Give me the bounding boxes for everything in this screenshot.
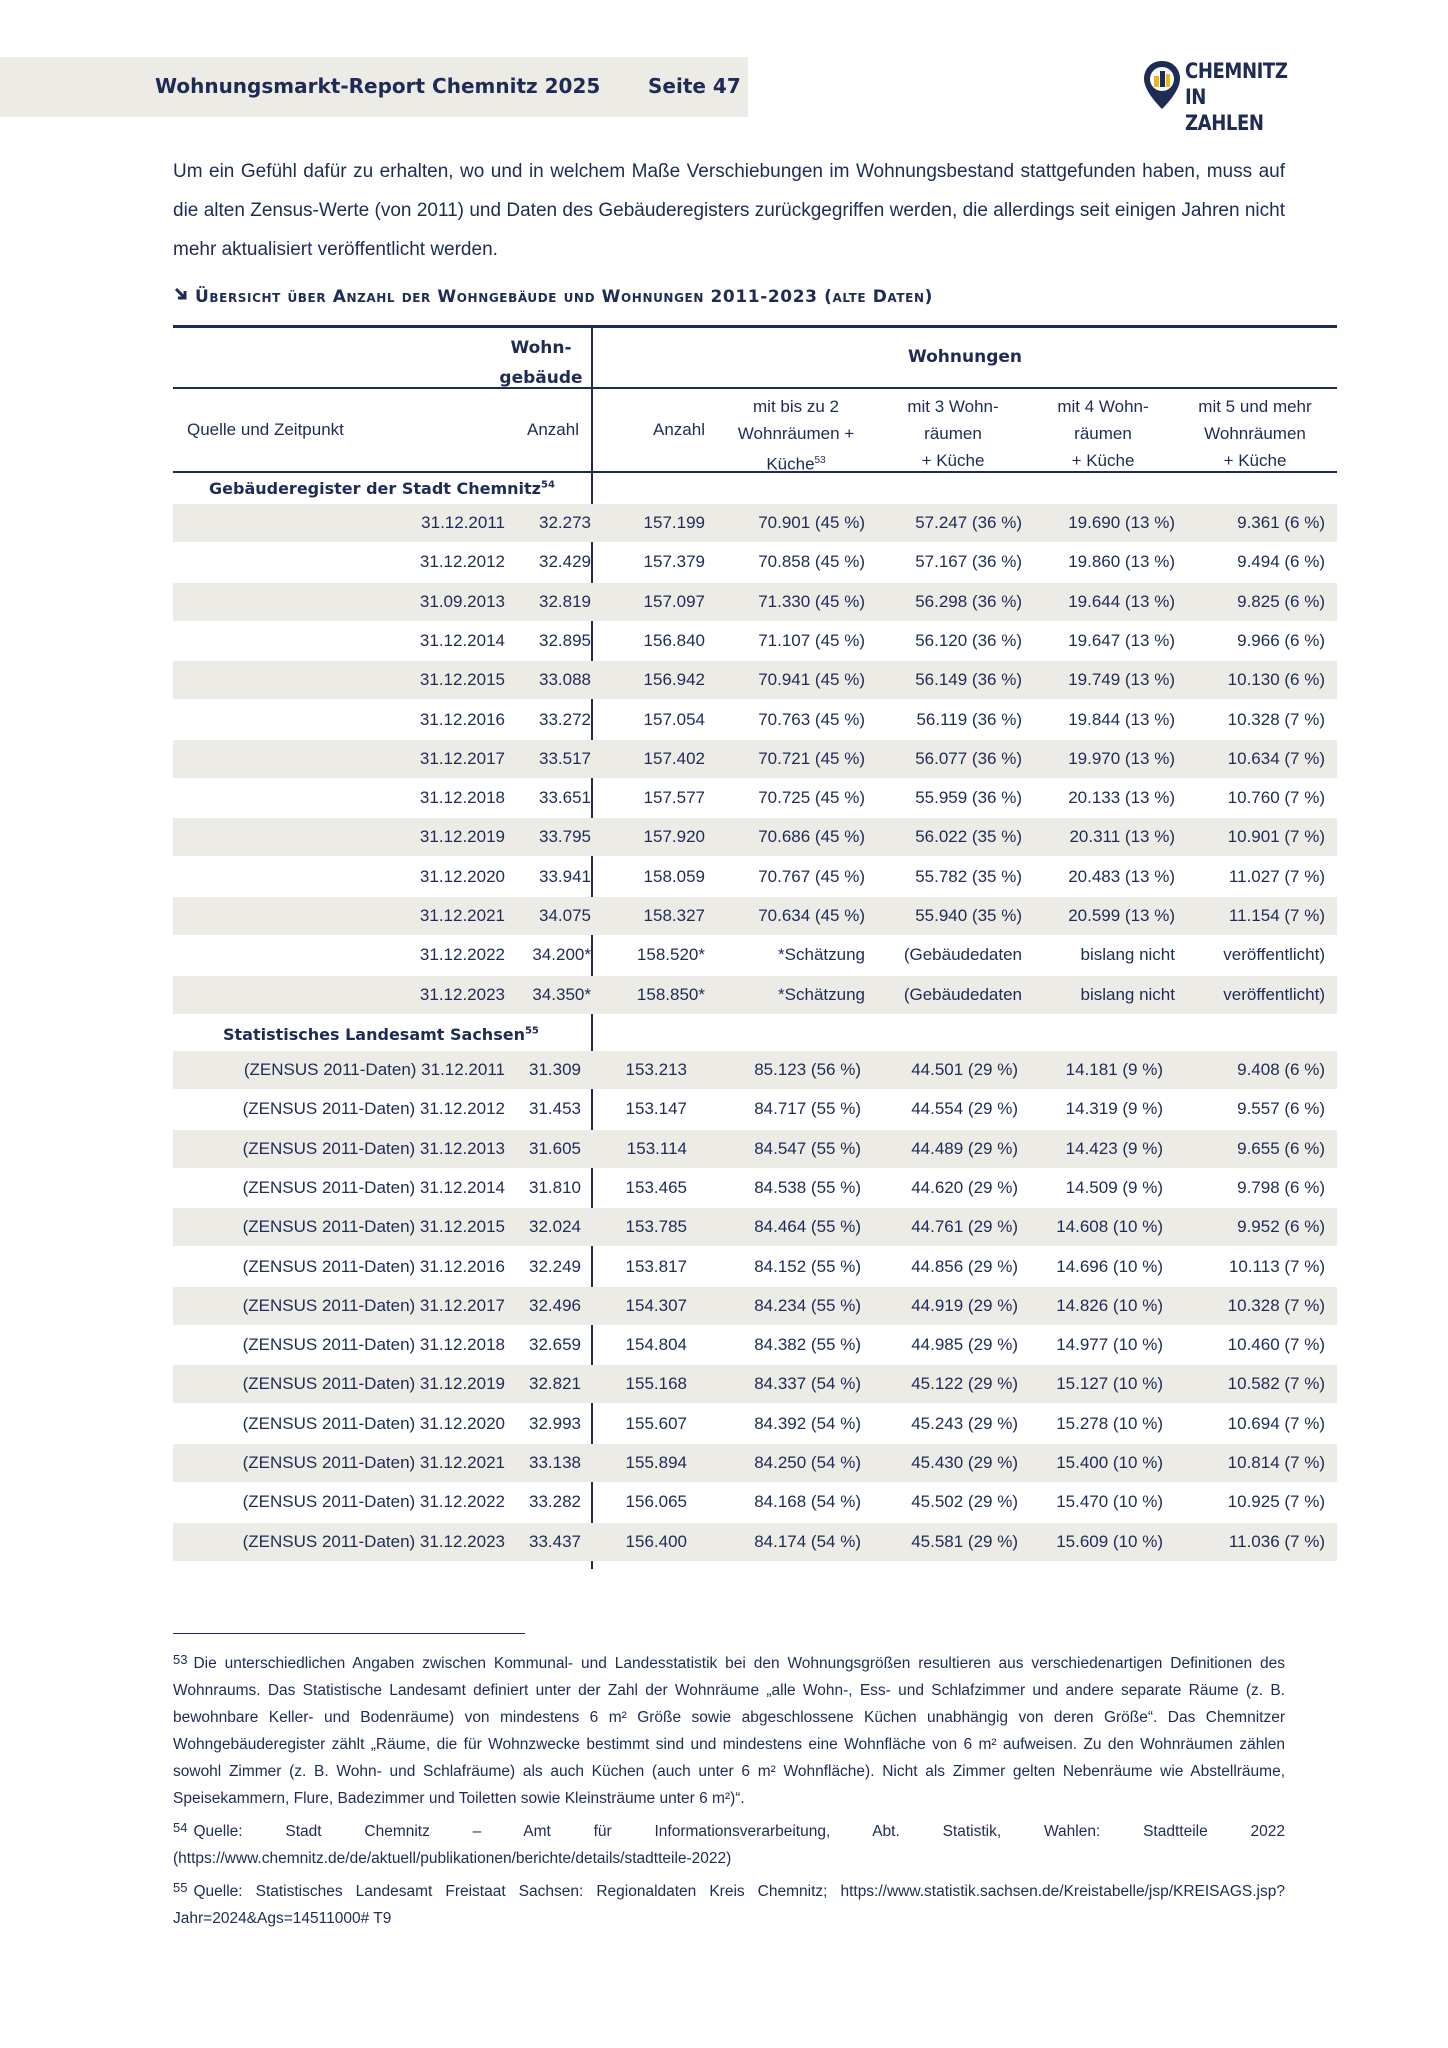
- cell-zeitpunkt: 31.12.2018: [419, 788, 505, 808]
- cell-4-raeume: 14.826 (10 %): [1056, 1295, 1163, 1315]
- cell-5-raeume: 10.925 (7 %): [1227, 1492, 1325, 1512]
- col-header-2-raeume: [721, 393, 871, 478]
- report-title: Wohnungsmarkt-Report Chemnitz 2025: [155, 74, 601, 98]
- cell-anzahl-wohnungen: 157.199: [643, 513, 705, 532]
- cell-anzahl-wohnungen: 156.065: [625, 1492, 687, 1512]
- col-header-3-raeume: [878, 393, 1028, 474]
- cell-2-raeume: 84.382 (55 %): [754, 1335, 861, 1355]
- cell-4-raeume: 14.608 (10 %): [1056, 1217, 1163, 1237]
- footnote-55-number: 55: [173, 1880, 188, 1895]
- cell-anzahl-wohnungen: 158.327: [643, 906, 705, 925]
- cell-2-raeume: 84.392 (54 %): [754, 1413, 861, 1433]
- table-row: [173, 1523, 1337, 1561]
- cell-3-raeume: 56.119 (36 %): [916, 709, 1022, 729]
- footnote-53-number: 53: [173, 1652, 188, 1667]
- footnotes: [173, 1650, 1285, 1938]
- cell-anzahl-wohnungen: 156.942: [643, 670, 705, 690]
- col-header-4-raeume-line1: mit 4 Wohn-: [1057, 397, 1149, 416]
- logo-text-line2: IN ZAHLEN: [1185, 85, 1264, 135]
- cell-anzahl-gebaeude: 33.795: [539, 827, 591, 847]
- cell-anzahl-wohnungen: 158.059: [643, 866, 705, 886]
- cell-2-raeume: 70.858 (45 %): [758, 552, 865, 572]
- col-header-4-raeume-line3: + Küche: [1071, 451, 1135, 470]
- footnote-55-text: Quelle: Statistisches Landesamt Freistaat Sachsen: Regionaldaten Kreis Chemnitz; https://www.statistik.sachsen.de/Kreistabelle/jsp/KREISAGS.jsp?Jahr=2024&Ags=14511000# T9: [173, 1883, 1285, 1927]
- cell-3-raeume: 55.959 (36 %): [915, 788, 1022, 808]
- arrow-down-right-icon: [173, 286, 189, 307]
- cell-3-raeume: (Gebäudedaten: [903, 984, 1022, 1004]
- cell-5-raeume: 9.361 (6 %): [1237, 513, 1325, 532]
- cell-anzahl-gebaeude: 34.200*: [532, 945, 591, 965]
- table-row: [173, 1130, 1337, 1168]
- cell-5-raeume: 9.408 (6 %): [1237, 1060, 1325, 1079]
- cell-anzahl-wohnungen: 153.213: [625, 1060, 687, 1079]
- cell-4-raeume: 14.423 (9 %): [1065, 1138, 1163, 1158]
- cell-zeitpunkt: (ZENSUS 2011-Daten) 31.12.2013: [242, 1138, 505, 1158]
- logo-text-line1: CHEMNITZ: [1185, 59, 1288, 83]
- cell-4-raeume: 14.509 (9 %): [1065, 1177, 1163, 1197]
- cell-anzahl-gebaeude: 31.453: [529, 1099, 581, 1119]
- col-header-3-raeume-line2: räumen: [924, 424, 982, 443]
- cell-5-raeume: 9.952 (6 %): [1237, 1217, 1325, 1237]
- cell-zeitpunkt: 31.12.2015: [419, 670, 505, 690]
- table-row: [173, 779, 1337, 817]
- cell-3-raeume: 44.501 (29 %): [911, 1060, 1018, 1079]
- cell-3-raeume: 56.022 (35 %): [915, 827, 1022, 847]
- cell-2-raeume: 70.767 (45 %): [758, 866, 865, 886]
- table-row: [173, 1090, 1337, 1128]
- cell-zeitpunkt: 31.12.2023: [419, 984, 505, 1004]
- cell-anzahl-gebaeude: 33.517: [539, 748, 591, 768]
- cell-2-raeume: 84.168 (54 %): [754, 1492, 861, 1512]
- col-header-5-raeume-line1: mit 5 und mehr: [1198, 397, 1312, 416]
- cell-3-raeume: 45.243 (29 %): [911, 1413, 1018, 1433]
- footnote-54: [173, 1818, 1285, 1872]
- cell-3-raeume: 56.120 (36 %): [915, 630, 1022, 650]
- group-title-gebaeuderegister-text: Gebäuderegister der Stadt Chemnitz: [209, 479, 541, 498]
- cell-anzahl-wohnungen: 157.054: [643, 709, 705, 729]
- cell-anzahl-wohnungen: 156.840: [643, 630, 705, 650]
- cell-zeitpunkt: (ZENSUS 2011-Daten) 31.12.2021: [242, 1453, 505, 1472]
- cell-anzahl-gebaeude: 32.496: [529, 1295, 581, 1315]
- cell-5-raeume: veröffentlicht): [1223, 945, 1325, 965]
- table-row: [173, 936, 1337, 974]
- table-row: [173, 1248, 1337, 1286]
- header-wohngebaeude: [491, 333, 591, 393]
- cell-4-raeume: 20.483 (13 %): [1068, 866, 1175, 886]
- table-row: [173, 1287, 1337, 1325]
- table-row: [173, 543, 1337, 581]
- table-row: [173, 1208, 1337, 1246]
- cell-5-raeume: veröffentlicht): [1223, 984, 1325, 1004]
- header-wohnungen: Wohnungen: [907, 347, 1023, 367]
- cell-zeitpunkt: (ZENSUS 2011-Daten) 31.12.2020: [242, 1413, 505, 1433]
- cell-4-raeume: 15.278 (10 %): [1056, 1413, 1163, 1433]
- cell-anzahl-gebaeude: 32.993: [529, 1413, 581, 1433]
- cell-2-raeume: 84.152 (55 %): [754, 1256, 861, 1276]
- cell-anzahl-wohnungen: 158.850*: [636, 984, 705, 1004]
- cell-zeitpunkt: 31.12.2022: [419, 945, 505, 965]
- cell-2-raeume: 84.547 (55 %): [754, 1138, 861, 1158]
- cell-4-raeume: 19.860 (13 %): [1068, 552, 1175, 572]
- cell-zeitpunkt: (ZENSUS 2011-Daten) 31.12.2011: [243, 1060, 505, 1079]
- cell-anzahl-gebaeude: 32.895: [539, 630, 591, 650]
- col-header-5-raeume-line2: Wohnräumen: [1204, 424, 1306, 443]
- cell-zeitpunkt: 31.12.2019: [419, 827, 505, 847]
- cell-3-raeume: 55.782 (35 %): [915, 866, 1022, 886]
- cell-anzahl-wohnungen: 153.465: [625, 1177, 687, 1197]
- col-header-4-raeume: [1028, 393, 1178, 474]
- chemnitz-in-zahlen-logo: [1143, 58, 1291, 135]
- cell-5-raeume: 9.655 (6 %): [1237, 1138, 1325, 1158]
- cell-2-raeume: 70.725 (45 %): [758, 788, 865, 808]
- cell-5-raeume: 10.634 (7 %): [1227, 748, 1325, 768]
- cell-2-raeume: 71.330 (45 %): [758, 591, 865, 611]
- cell-4-raeume: 15.470 (10 %): [1056, 1492, 1163, 1512]
- cell-zeitpunkt: 31.12.2014: [419, 630, 505, 650]
- col-header-2-raeume-line3: Küche: [766, 454, 815, 474]
- col-header-2-raeume-line1: mit bis zu 2: [753, 397, 839, 416]
- cell-anzahl-gebaeude: 33.272: [539, 709, 591, 729]
- cell-4-raeume: 19.647 (13 %): [1068, 630, 1175, 650]
- cell-3-raeume: 55.940 (35 %): [915, 906, 1022, 925]
- cell-4-raeume: 19.970 (13 %): [1068, 748, 1175, 768]
- footnote-54-number: 54: [173, 1820, 188, 1835]
- cell-zeitpunkt: 31.12.2012: [419, 552, 505, 572]
- cell-2-raeume: 70.634 (45 %): [758, 906, 865, 925]
- cell-4-raeume: 19.749 (13 %): [1068, 670, 1175, 690]
- cell-anzahl-gebaeude: 33.282: [529, 1492, 581, 1512]
- cell-2-raeume: 70.901 (45 %): [758, 513, 865, 532]
- page-number: Seite 47: [648, 74, 741, 98]
- cell-2-raeume: *Schätzung: [778, 945, 865, 965]
- cell-5-raeume: 10.901 (7 %): [1227, 827, 1325, 847]
- cell-2-raeume: 84.174 (54 %): [754, 1531, 861, 1551]
- col-header-quelle: Quelle und Zeitpunkt: [187, 420, 344, 439]
- cell-zeitpunkt: (ZENSUS 2011-Daten) 31.12.2014: [242, 1177, 505, 1197]
- cell-zeitpunkt: 31.12.2020: [419, 866, 505, 886]
- cell-anzahl-gebaeude: 31.810: [529, 1177, 581, 1197]
- header-wohngebaeude-line1: Wohn-: [510, 338, 572, 358]
- cell-2-raeume: 84.464 (55 %): [754, 1217, 861, 1237]
- table-row: [173, 1483, 1337, 1521]
- cell-4-raeume: 14.696 (10 %): [1056, 1256, 1163, 1276]
- cell-5-raeume: 10.760 (7 %): [1227, 788, 1325, 808]
- cell-zeitpunkt: (ZENSUS 2011-Daten) 31.12.2022: [242, 1492, 505, 1512]
- cell-anzahl-wohnungen: 157.402: [643, 748, 705, 768]
- cell-3-raeume: 45.122 (29 %): [911, 1374, 1018, 1394]
- cell-5-raeume: 9.557 (6 %): [1237, 1099, 1325, 1119]
- cell-3-raeume: 57.247 (36 %): [915, 513, 1022, 532]
- table-row: [173, 740, 1337, 778]
- cell-4-raeume: bislang nicht: [1080, 984, 1175, 1004]
- footnote-ref-54: 54: [541, 479, 555, 491]
- section-title: Übersicht über Anzahl der Wohngebäude und Wohnungen 2011-2023 (alte Daten): [195, 287, 933, 307]
- cell-anzahl-wohnungen: 155.168: [625, 1374, 687, 1394]
- cell-2-raeume: 84.538 (55 %): [754, 1177, 861, 1197]
- cell-5-raeume: 10.814 (7 %): [1227, 1453, 1325, 1472]
- col-header-anzahl-wohnungen: Anzahl: [653, 420, 705, 439]
- cell-5-raeume: 11.027 (7 %): [1228, 866, 1325, 886]
- cell-5-raeume: 10.694 (7 %): [1227, 1413, 1325, 1433]
- cell-anzahl-wohnungen: 154.804: [625, 1335, 687, 1355]
- cell-4-raeume: 15.609 (10 %): [1056, 1531, 1163, 1551]
- cell-3-raeume: 56.149 (36 %): [915, 670, 1022, 690]
- cell-4-raeume: 19.844 (13 %): [1068, 709, 1175, 729]
- cell-5-raeume: 9.966 (6 %): [1237, 630, 1325, 650]
- cell-5-raeume: 9.798 (6 %): [1237, 1177, 1325, 1197]
- cell-5-raeume: 10.113 (7 %): [1228, 1256, 1325, 1276]
- cell-zeitpunkt: (ZENSUS 2011-Daten) 31.12.2015: [242, 1217, 505, 1237]
- cell-anzahl-gebaeude: 31.605: [529, 1138, 581, 1158]
- map-pin-icon: [1143, 60, 1181, 110]
- table-row: [173, 1405, 1337, 1443]
- table-row: [173, 504, 1337, 542]
- cell-anzahl-wohnungen: 157.097: [643, 591, 705, 611]
- cell-4-raeume: 20.599 (13 %): [1068, 906, 1175, 925]
- cell-5-raeume: 10.328 (7 %): [1227, 709, 1325, 729]
- cell-anzahl-gebaeude: 32.819: [539, 591, 591, 611]
- cell-anzahl-gebaeude: 32.429: [539, 552, 591, 572]
- cell-3-raeume: 56.298 (36 %): [915, 591, 1022, 611]
- cell-2-raeume: 70.763 (45 %): [758, 709, 865, 729]
- cell-5-raeume: 10.328 (7 %): [1227, 1295, 1325, 1315]
- footnote-55: [173, 1878, 1285, 1932]
- cell-2-raeume: 70.721 (45 %): [758, 748, 865, 768]
- cell-zeitpunkt: (ZENSUS 2011-Daten) 31.12.2012: [242, 1099, 505, 1119]
- col-header-4-raeume-line2: räumen: [1074, 424, 1132, 443]
- section-heading: [173, 286, 933, 307]
- footnote-rule: [173, 1633, 525, 1634]
- table-row: [173, 818, 1337, 856]
- group-title-gebaeuderegister: [209, 479, 555, 498]
- cell-3-raeume: 57.167 (36 %): [915, 552, 1022, 572]
- cell-anzahl-gebaeude: 33.138: [529, 1453, 581, 1472]
- cell-2-raeume: 84.250 (54 %): [754, 1453, 861, 1472]
- cell-2-raeume: 84.717 (55 %): [754, 1099, 861, 1119]
- cell-anzahl-gebaeude: 34.075: [539, 906, 591, 925]
- cell-anzahl-wohnungen: 158.520*: [636, 945, 705, 965]
- cell-5-raeume: 9.825 (6 %): [1237, 591, 1325, 611]
- cell-3-raeume: 44.985 (29 %): [911, 1335, 1018, 1355]
- cell-4-raeume: 20.133 (13 %): [1068, 788, 1175, 808]
- cell-anzahl-gebaeude: 33.651: [539, 788, 591, 808]
- cell-2-raeume: *Schätzung: [778, 984, 865, 1004]
- cell-3-raeume: 44.761 (29 %): [911, 1217, 1018, 1237]
- cell-anzahl-gebaeude: 32.659: [529, 1335, 581, 1355]
- cell-anzahl-gebaeude: 32.024: [529, 1217, 581, 1237]
- cell-3-raeume: 45.581 (29 %): [911, 1531, 1018, 1551]
- footnote-ref-55: 55: [524, 1025, 539, 1037]
- col-header-5-raeume: [1173, 393, 1337, 474]
- cell-4-raeume: 14.181 (9 %): [1065, 1060, 1163, 1079]
- table-row: [173, 583, 1337, 621]
- footnote-53-text: Die unterschiedlichen Angaben zwischen Kommunal- und Landesstatistik bei den Wohnungsgrößen resultieren aus verschiedenartigen Definitionen des Wohnraums. Das Statistische Landesamt definiert unter der Zahl der Wohnräume „alle Wohn-, Ess- und Schlafzimmer und andere separate Räume (z. B. bewohnbare Keller- und Bodenräume) von mindestens 6 m² Größe sowie abgeschlossene Küchen unabhängig von deren Größe“. Das Chemnitzer Wohngebäuderegister zählt „Räume, die für Wohnzwecke bestimmt sind und mindestens eine Wohnfläche von 6 m² aufweisen. Zu den Wohnräumen zählen sowohl Zimmer (z. B. Wohn- und Schlafräume) als auch Küchen (auch unter 6 m² Wohnfläche). Nicht als Zimmer gelten Nebenräume wie Abstellräume, Speisekammern, Flure, Badezimmer und Toiletten sowie Kleinsträume unter 6 m²)“.: [173, 1655, 1285, 1807]
- cell-anzahl-wohnungen: 153.817: [625, 1256, 687, 1276]
- intro-paragraph: Um ein Gefühl dafür zu erhalten, wo und in welchem Maße Verschiebungen im Wohnungsbestand stattgefunden haben, muss auf die alten Zensus-Werte (von 2011) und Daten des Gebäuderegisters zurückgegriffen werden, die allerdings seit einigen Jahren nicht mehr aktualisiert veröffentlicht werden.: [173, 161, 1285, 260]
- cell-anzahl-gebaeude: 32.273: [539, 513, 591, 532]
- cell-zeitpunkt: 31.12.2021: [419, 906, 505, 925]
- cell-3-raeume: 44.554 (29 %): [911, 1099, 1018, 1119]
- cell-anzahl-wohnungen: 153.147: [625, 1099, 687, 1119]
- group-title-landesamt: [223, 1025, 539, 1044]
- cell-anzahl-wohnungen: 155.607: [625, 1413, 687, 1433]
- table-row: [173, 1169, 1337, 1207]
- cell-2-raeume: 84.234 (55 %): [754, 1295, 861, 1315]
- cell-zeitpunkt: 31.12.2017: [419, 748, 505, 768]
- col-header-3-raeume-line3: + Küche: [921, 451, 985, 470]
- cell-2-raeume: 70.941 (45 %): [758, 670, 865, 690]
- footnote-54-text: Quelle: Stadt Chemnitz – Amt für Informationsverarbeitung, Abt. Statistik, Wahlen: Stadtteile 2022 (https://www.chemnitz.de/de/aktuell/publikationen/berichte/details/stadtteile-2022): [173, 1823, 1285, 1867]
- cell-4-raeume: 19.644 (13 %): [1068, 591, 1175, 611]
- table-row: [173, 1365, 1337, 1403]
- cell-anzahl-gebaeude: 31.309: [529, 1060, 581, 1079]
- cell-zeitpunkt: (ZENSUS 2011-Daten) 31.12.2018: [242, 1335, 505, 1355]
- cell-zeitpunkt: 31.09.2013: [419, 591, 505, 611]
- cell-5-raeume: 10.130 (6 %): [1227, 670, 1325, 690]
- cell-anzahl-wohnungen: 157.379: [643, 552, 705, 572]
- cell-anzahl-gebaeude: 32.821: [529, 1374, 581, 1394]
- cell-4-raeume: 19.690 (13 %): [1068, 513, 1175, 532]
- cell-2-raeume: 71.107 (45 %): [758, 630, 865, 650]
- footnote-ref-53: 53: [814, 455, 826, 466]
- cell-5-raeume: 9.494 (6 %): [1237, 552, 1325, 572]
- table-row: [173, 701, 1337, 739]
- cell-anzahl-wohnungen: 154.307: [625, 1295, 687, 1315]
- cell-5-raeume: 10.582 (7 %): [1227, 1374, 1325, 1394]
- table-row: [173, 661, 1337, 699]
- cell-4-raeume: 14.319 (9 %): [1065, 1099, 1163, 1119]
- cell-zeitpunkt: (ZENSUS 2011-Daten) 31.12.2017: [242, 1295, 505, 1315]
- table-row: [173, 622, 1337, 660]
- cell-anzahl-wohnungen: 153.785: [625, 1217, 687, 1237]
- cell-3-raeume: 45.502 (29 %): [911, 1492, 1018, 1512]
- table-row: [173, 1051, 1337, 1089]
- cell-4-raeume: bislang nicht: [1080, 945, 1175, 965]
- table-row: [173, 858, 1337, 896]
- cell-3-raeume: (Gebäudedaten: [903, 945, 1022, 965]
- table-top-rule: [173, 325, 1337, 328]
- cell-2-raeume: 70.686 (45 %): [758, 827, 865, 847]
- cell-3-raeume: 45.430 (29 %): [911, 1453, 1018, 1472]
- cell-anzahl-wohnungen: 153.114: [626, 1138, 687, 1158]
- cell-zeitpunkt: (ZENSUS 2011-Daten) 31.12.2016: [242, 1256, 505, 1276]
- cell-anzahl-gebaeude: 33.437: [529, 1531, 581, 1551]
- col-header-anzahl-gebaeude: Anzahl: [527, 420, 579, 439]
- footnote-53: [173, 1650, 1285, 1812]
- table-row: [173, 1444, 1337, 1482]
- header-wohngebaeude-line2: gebäude: [499, 368, 583, 388]
- cell-4-raeume: 14.977 (10 %): [1056, 1335, 1163, 1355]
- cell-anzahl-gebaeude: 33.941: [539, 866, 591, 886]
- col-header-2-raeume-line2: Wohnräumen +: [737, 424, 855, 443]
- cell-anzahl-wohnungen: 157.577: [643, 788, 705, 808]
- cell-zeitpunkt: 31.12.2016: [419, 709, 505, 729]
- cell-anzahl-wohnungen: 157.920: [643, 827, 705, 847]
- cell-anzahl-gebaeude: 32.249: [529, 1256, 581, 1276]
- table-row: [173, 897, 1337, 935]
- table-header-mid-rule: [173, 387, 1337, 389]
- table-row: [173, 1326, 1337, 1364]
- cell-anzahl-gebaeude: 34.350*: [532, 984, 591, 1004]
- cell-zeitpunkt: 31.12.2011: [421, 513, 505, 532]
- cell-zeitpunkt: (ZENSUS 2011-Daten) 31.12.2023: [242, 1531, 505, 1551]
- cell-anzahl-wohnungen: 156.400: [625, 1531, 687, 1551]
- cell-3-raeume: 44.856 (29 %): [911, 1256, 1018, 1276]
- cell-zeitpunkt: (ZENSUS 2011-Daten) 31.12.2019: [242, 1374, 505, 1394]
- cell-5-raeume: 11.154 (7 %): [1228, 906, 1325, 925]
- cell-5-raeume: 11.036 (7 %): [1228, 1531, 1325, 1551]
- cell-3-raeume: 44.489 (29 %): [911, 1138, 1018, 1158]
- cell-3-raeume: 44.919 (29 %): [911, 1295, 1018, 1315]
- cell-2-raeume: 84.337 (54 %): [754, 1374, 861, 1394]
- cell-5-raeume: 10.460 (7 %): [1227, 1335, 1325, 1355]
- table-row: [173, 976, 1337, 1014]
- cell-anzahl-gebaeude: 33.088: [539, 670, 591, 690]
- cell-4-raeume: 15.127 (10 %): [1056, 1374, 1163, 1394]
- group-title-landesamt-text: Statistisches Landesamt Sachsen: [223, 1025, 525, 1044]
- cell-2-raeume: 85.123 (56 %): [754, 1060, 861, 1079]
- cell-4-raeume: 20.311 (13 %): [1069, 827, 1175, 847]
- cell-3-raeume: 56.077 (36 %): [915, 748, 1022, 768]
- cell-anzahl-wohnungen: 155.894: [625, 1453, 687, 1472]
- col-header-3-raeume-line1: mit 3 Wohn-: [907, 397, 999, 416]
- col-header-5-raeume-line3: + Küche: [1223, 451, 1287, 470]
- cell-4-raeume: 15.400 (10 %): [1056, 1453, 1163, 1472]
- cell-3-raeume: 44.620 (29 %): [911, 1177, 1018, 1197]
